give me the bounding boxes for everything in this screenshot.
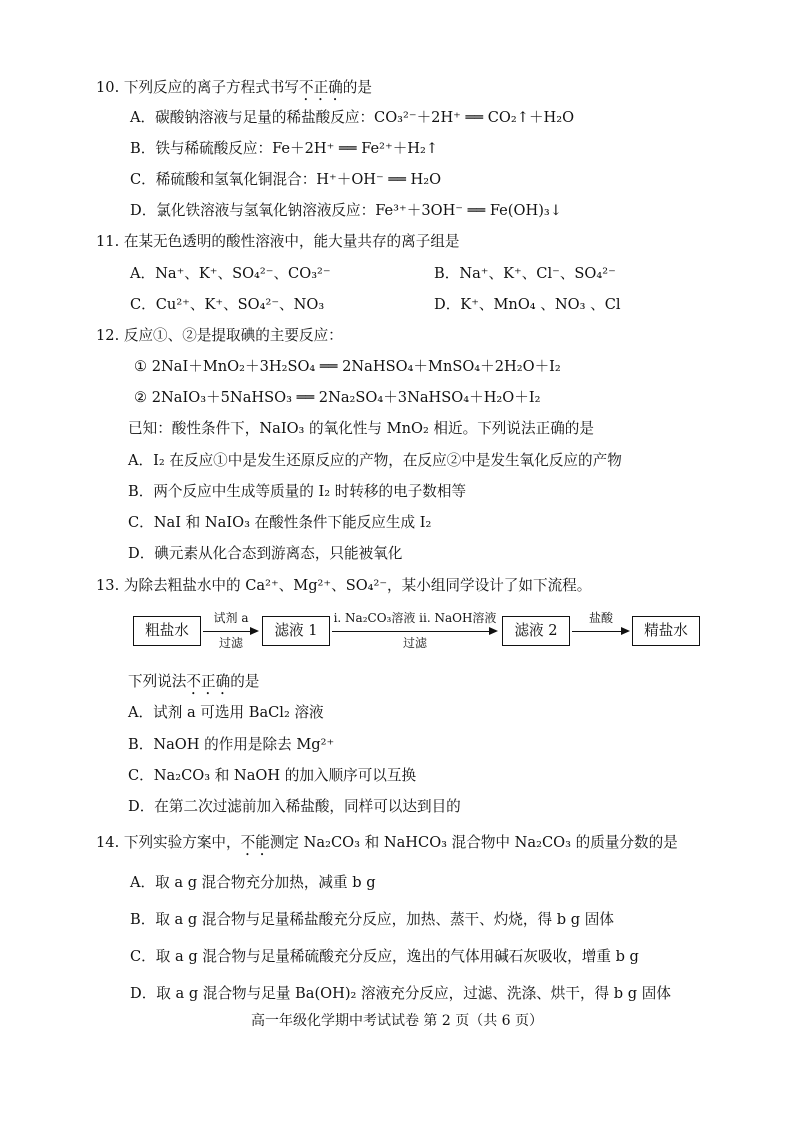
q10-number: 10. bbox=[96, 79, 120, 96]
q14-stem-part: 下列实验方案中， bbox=[123, 834, 241, 851]
q14-emphasis: 不能 bbox=[240, 834, 270, 851]
q12-number: 12. bbox=[96, 327, 120, 344]
flow-arrow2-top: i. Na₂CO₃溶液 ii. NaOH溶液 bbox=[333, 611, 497, 625]
q11-option-b: B．Na⁺、K⁺、Cl⁻、SO₄²⁻ bbox=[434, 265, 616, 282]
q14-option-b: B．取 a g 混合物与足量稀盐酸充分反应，加热、蒸干、灼烧，得 b g 固体 bbox=[130, 911, 614, 928]
q13-option-d: D．在第二次过滤前加入稀盐酸，同样可以达到目的 bbox=[128, 798, 461, 815]
q10-option-b: B．铁与稀硫酸反应：Fe＋2H⁺ ══ Fe²⁺＋H₂↑ bbox=[130, 140, 439, 157]
flow-arrow3-top: 盐酸 bbox=[588, 611, 613, 625]
q12-option-b: B．两个反应中生成等质量的 I₂ 时转移的电子数相等 bbox=[128, 483, 467, 500]
q12-stem-text: 反应①、②是提取碘的主要反应： bbox=[123, 327, 343, 344]
q14-option-a: A．取 a g 混合物充分加热，减重 b g bbox=[130, 874, 376, 891]
flow-arrow-2 bbox=[332, 631, 496, 632]
q11-stem-text: 在某无色透明的酸性溶液中，能大量共存的离子组是 bbox=[123, 233, 460, 250]
q11-option-c: C．Cu²⁺、K⁺、SO₄²⁻、NO₃ bbox=[130, 296, 325, 313]
q11-option-a: A．Na⁺、K⁺、SO₄²⁻、CO₃²⁻ bbox=[130, 265, 331, 282]
q13-emphasis: 不正确 bbox=[186, 673, 231, 690]
q13-number: 13. bbox=[96, 577, 120, 594]
flow-box-filtrate-1: 滤液 1 bbox=[262, 616, 330, 646]
q13-option-c: C．Na₂CO₃ 和 NaOH 的加入顺序可以互换 bbox=[128, 767, 417, 784]
flow-arrow-1 bbox=[203, 631, 257, 632]
q11-stem bbox=[96, 232, 460, 252]
page-footer: 高一年级化学期中考试试卷 第 2 页（共 6 页） bbox=[250, 1013, 544, 1029]
flow-box-filtrate-2: 滤液 2 bbox=[502, 616, 570, 646]
q10-stem-end: 的是 bbox=[342, 79, 372, 96]
q12-stem bbox=[96, 326, 343, 346]
flow-arrow1-bottom: 过滤 bbox=[218, 636, 243, 650]
flow-box-refined-brine: 精盐水 bbox=[632, 616, 700, 646]
flow-box-crude-brine: 粗盐水 bbox=[133, 616, 201, 646]
q14-stem bbox=[96, 833, 678, 859]
q12-reaction-2: ② 2NaIO₃＋5NaHSO₃ ══ 2Na₂SO₄＋3NaHSO₄＋H₂O＋I₂ bbox=[134, 389, 541, 406]
q14-stem-end: 测定 Na₂CO₃ 和 NaHCO₃ 混合物中 Na₂CO₃ 的质量分数的是 bbox=[269, 834, 678, 851]
q13-stem-text: 为除去粗盐水中的 Ca²⁺、Mg²⁺、SO₄²⁻，某小组同学设计了如下流程。 bbox=[123, 577, 592, 594]
q10-stem bbox=[96, 78, 372, 104]
q14-option-c: C．取 a g 混合物与足量稀硫酸充分反应，逸出的气体用碱石灰吸收，增重 b g bbox=[130, 948, 639, 965]
q13-option-b: B．NaOH 的作用是除去 Mg²⁺ bbox=[128, 736, 335, 753]
q12-option-d: D．碘元素从化合态到游离态，只能被氧化 bbox=[128, 545, 403, 562]
flow-arrow2-bottom: 过滤 bbox=[402, 636, 427, 650]
q12-option-a: A．I₂ 在反应①中是发生还原反应的产物，在反应②中是发生氧化反应的产物 bbox=[128, 452, 622, 469]
q13-question-end: 的是 bbox=[230, 673, 260, 690]
q12-known: 已知：酸性条件下，NaIO₃ 的氧化性与 MnO₂ 相近。下列说法正确的是 bbox=[128, 420, 594, 437]
q10-option-c: C．稀硫酸和氢氧化铜混合：H⁺＋OH⁻ ══ H₂O bbox=[130, 171, 442, 188]
q10-option-d: D．氯化铁溶液与氢氧化钠溶液反应：Fe³⁺＋3OH⁻ ══ Fe(OH)₃↓ bbox=[130, 202, 562, 219]
q13-stem bbox=[96, 576, 591, 596]
q10-stem-part: 下列反应的离子方程式书写 bbox=[123, 79, 299, 96]
q12-reaction-1: ① 2NaI＋MnO₂＋3H₂SO₄ ══ 2NaHSO₄＋MnSO₄＋2H₂O＋I₂ bbox=[134, 358, 561, 375]
q10-emphasis: 不正确 bbox=[299, 79, 343, 96]
q10-option-a: A．碳酸钠溶液与足量的稀盐酸反应：CO₃²⁻＋2H⁺ ══ CO₂↑＋H₂O bbox=[130, 109, 575, 126]
q13-question bbox=[128, 672, 259, 698]
q14-option-d: D．取 a g 混合物与足量 Ba(OH)₂ 溶液充分反应，过滤、洗涤、烘干，得 b g 固体 bbox=[130, 985, 671, 1002]
q12-option-c: C．NaI 和 NaIO₃ 在酸性条件下能反应生成 I₂ bbox=[128, 514, 432, 531]
q13-option-a: A．试剂 a 可选用 BaCl₂ 溶液 bbox=[128, 704, 324, 721]
q14-number: 14. bbox=[96, 834, 120, 851]
flow-arrow1-top: 试剂 a bbox=[213, 611, 249, 625]
flow-arrow-3 bbox=[572, 631, 628, 632]
q11-option-d: D．K⁺、MnO₄ 、NO₃ 、Cl bbox=[434, 296, 621, 313]
q13-question-part: 下列说法 bbox=[128, 673, 187, 690]
q11-number: 11. bbox=[96, 233, 120, 250]
